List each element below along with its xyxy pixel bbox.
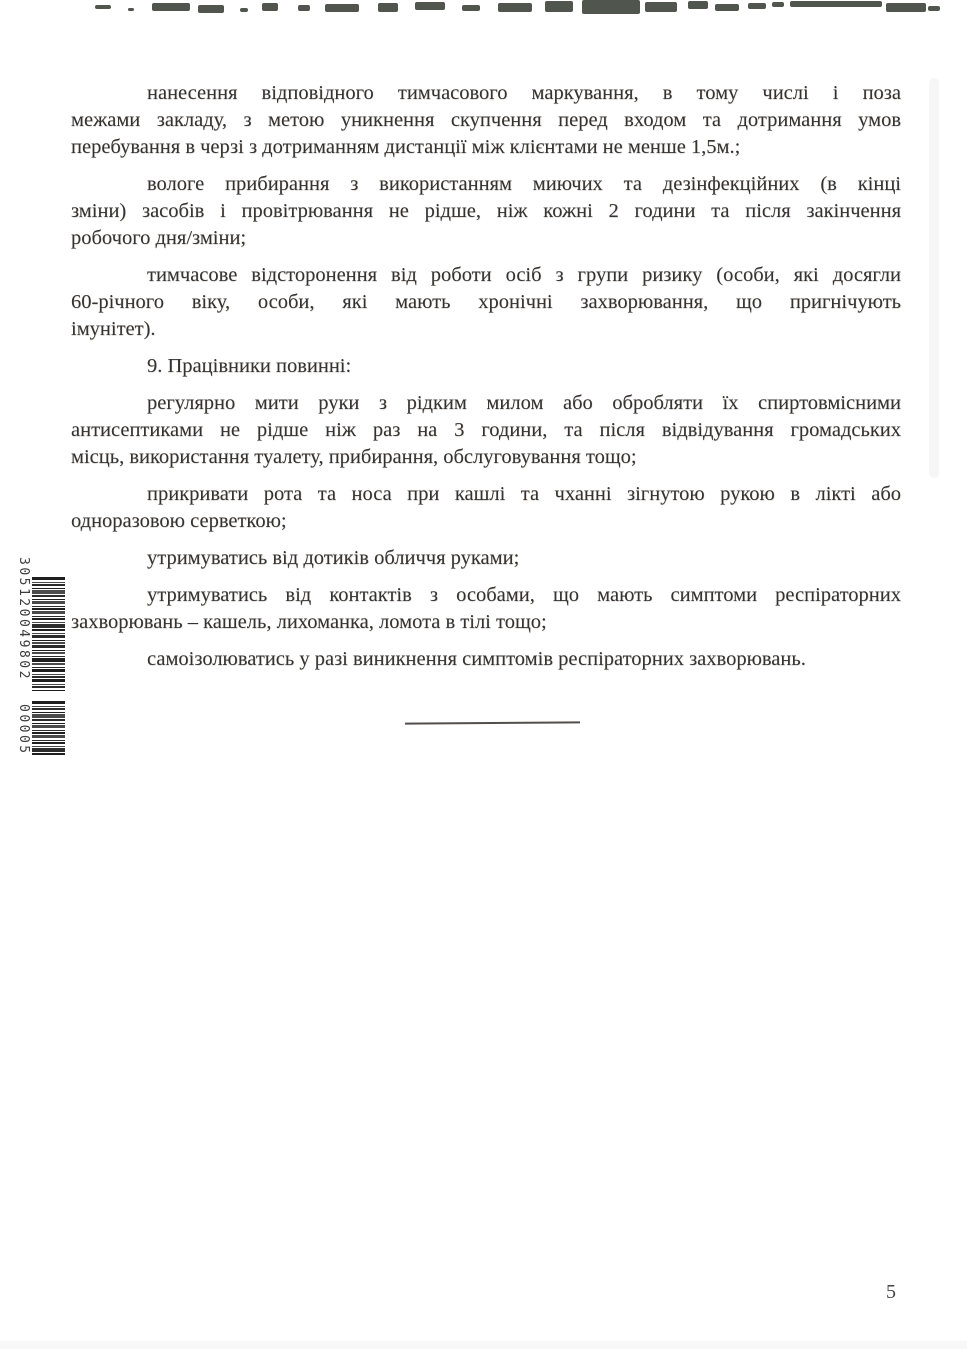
- text-line: тимчасове відсторонення від роботи осіб з групи ризику (особи, які досягли: [147, 264, 901, 286]
- scan-artifact: [688, 1, 708, 9]
- text-line: самоізолюватись у разі виникнення симптомів респіраторних захворювань.: [147, 648, 806, 670]
- scan-artifact: [582, 0, 640, 14]
- paragraph: [71, 171, 901, 252]
- text-line: перебування в черзі з дотриманням дистанції між клієнтами не менше 1,5м.;: [71, 136, 741, 158]
- paragraph: [71, 80, 901, 161]
- text-line: антисептиками не рідше ніж раз на 3 години, та після відвідування громадських: [71, 419, 901, 441]
- scan-artifact: [928, 6, 940, 11]
- scan-smudge-right: [929, 78, 939, 478]
- scan-artifact: [545, 1, 573, 12]
- scan-artifact: [378, 3, 398, 12]
- text-line: 9. Працівники повинні:: [147, 355, 352, 377]
- scan-artifact: [886, 3, 926, 12]
- barcode-number-secondary: 00005: [16, 704, 31, 756]
- barcode-bars-main: [32, 577, 65, 692]
- scan-artifact: [240, 8, 248, 12]
- text-line: зміни) засобів і провітрювання не рідше, ніж кожні 2 години та після закінчення: [71, 200, 901, 222]
- text-line: утримуватись від контактів з особами, що мають симптоми респіраторних: [147, 584, 901, 606]
- text-line: одноразовою серветкою;: [71, 510, 287, 532]
- scan-artifact: [152, 3, 190, 11]
- scan-artifact: [715, 4, 739, 11]
- paragraph: [71, 262, 901, 343]
- text-line: регулярно мити руки з рідким милом або обробляти їх спиртовмісними: [147, 392, 901, 414]
- barcode-number-main: 305120049802: [16, 557, 31, 681]
- paragraph: [71, 582, 901, 636]
- text-line: прикривати рота та носа при кашлі та чханні зігнутою рукою в лікті або: [147, 483, 901, 505]
- text-line: робочого дня/зміни;: [71, 227, 247, 249]
- text-line: 60-річного віку, особи, які мають хронічні захворювання, що пригнічують: [71, 291, 901, 313]
- scan-artifact: [790, 1, 882, 7]
- scan-artifact: [128, 8, 134, 11]
- scan-shade-bottom: [0, 1341, 967, 1349]
- text-line: захворювань – кашель, лихоманка, ломота в тілі тощо;: [71, 611, 547, 633]
- text-line: місць, використання туалету, прибирання, обслуговування тощо;: [71, 446, 637, 468]
- scan-artifact: [645, 2, 677, 12]
- page-number: 5: [886, 1281, 896, 1303]
- scan-artifact: [748, 3, 766, 9]
- paragraph: [71, 481, 901, 535]
- text-line: нанесення відповідного тимчасового маркування, в тому числі і поза: [147, 82, 901, 104]
- scan-artifact: [298, 5, 310, 11]
- scan-artifact: [462, 5, 480, 11]
- paragraph: [71, 390, 901, 471]
- document-body: [71, 80, 901, 683]
- paragraph: [71, 353, 901, 380]
- text-line: вологе прибирання з використанням миючих та дезінфекційних (в кінці: [147, 173, 901, 195]
- barcode-bars-secondary: [32, 701, 65, 757]
- scan-artifact: [415, 2, 445, 10]
- scan-artifact: [198, 5, 224, 13]
- scan-artifact: [262, 3, 278, 11]
- scan-artifact: [498, 3, 532, 12]
- text-line: утримуватись від дотиків обличчя руками;: [147, 547, 520, 569]
- scan-artifact: [325, 4, 359, 12]
- text-line: межами закладу, з метою уникнення скупчення перед входом та дотримання умов: [71, 109, 901, 131]
- text-line: імунітет).: [71, 318, 156, 340]
- scan-artifact: [772, 2, 784, 7]
- paragraph: [71, 545, 901, 572]
- paragraph: [71, 646, 901, 673]
- scan-artifact: [95, 5, 111, 9]
- horizontal-rule: [405, 721, 580, 724]
